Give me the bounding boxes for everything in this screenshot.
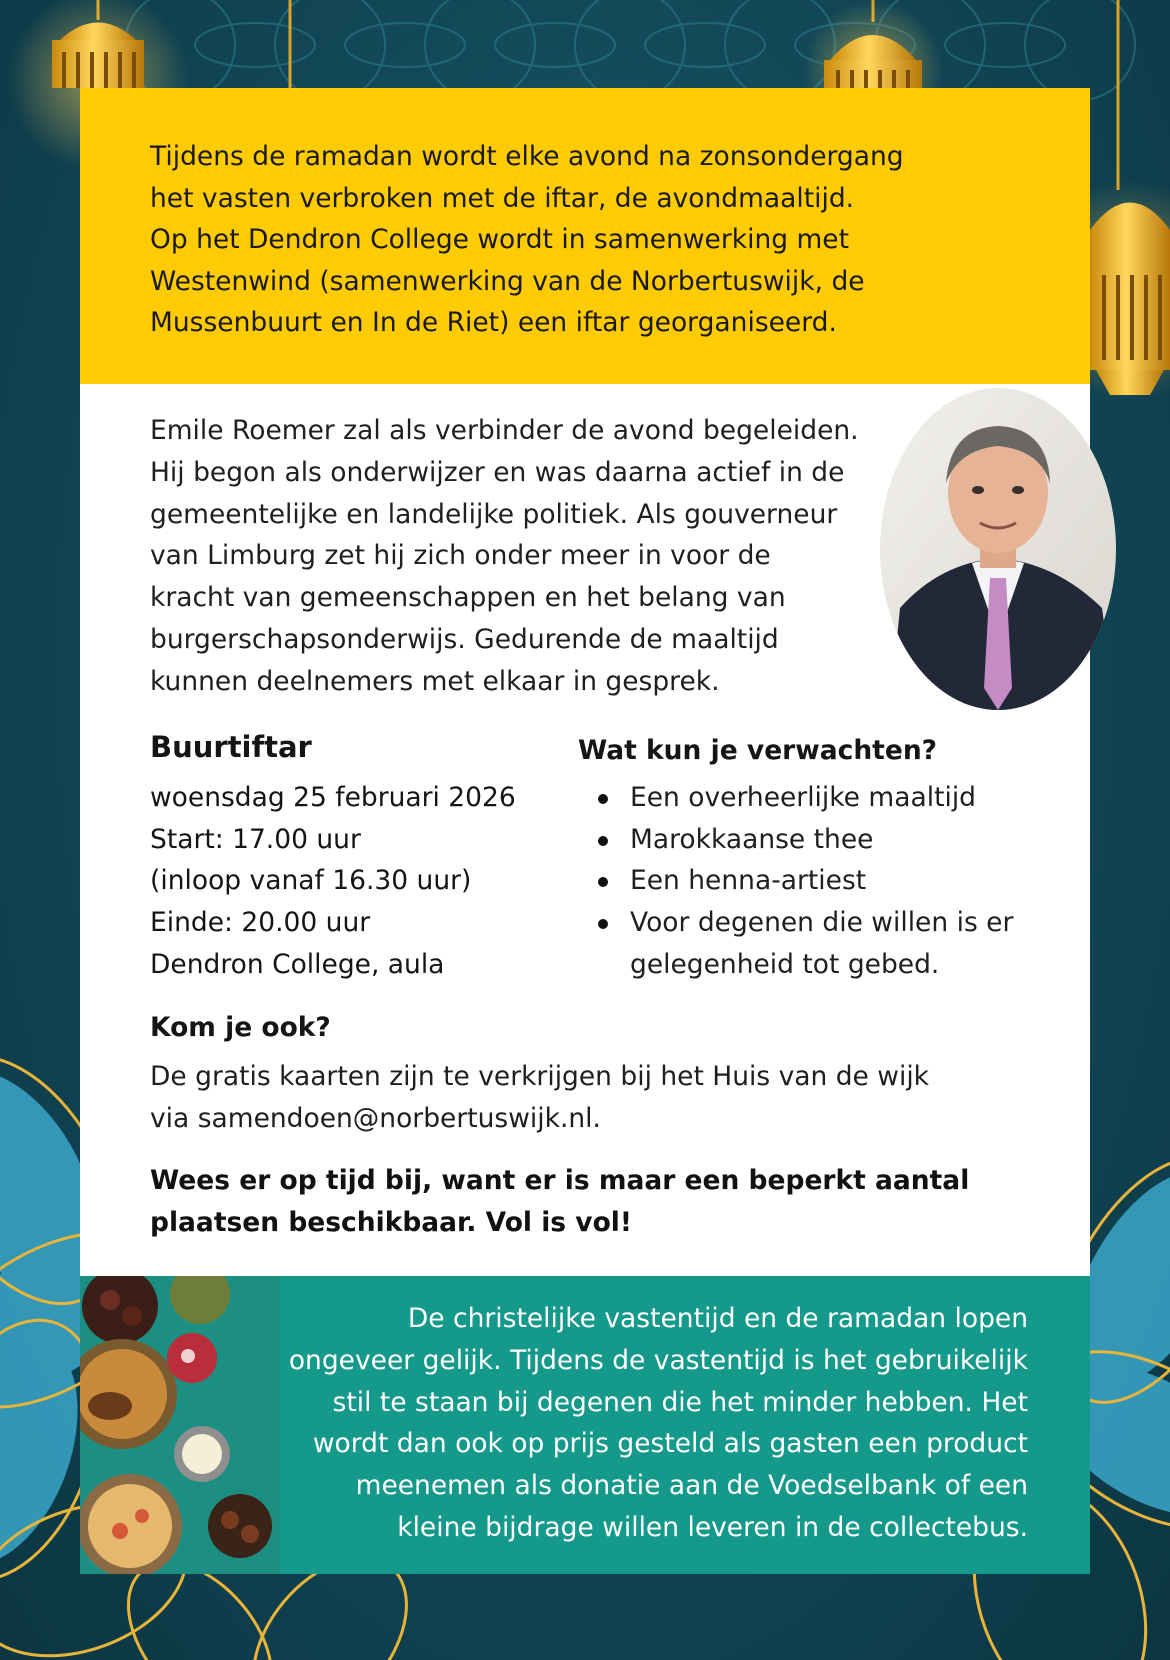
join-text: De gratis kaarten zijn te verkrijgen bij het Huis van de wijk via samendoen@norbertuswijk.nl. xyxy=(150,1060,930,1134)
list-item: Marokkaanse thee xyxy=(578,819,1048,861)
event-end: Einde: 20.00 uur xyxy=(150,907,371,939)
bio-text: Emile Roemer zal als verbinder de avond begeleiden. Hij begon als onderwijzer en was daarna actief in de gemeentelijke en landelijke politiek. Als gouverneur van Limburg zet hij zich onder meer in voor de kracht van gemeenschappen en het belang van burgerschapsonderwijs. Gedurende de maaltijd kunnen deelnemers met elkaar in gesprek. xyxy=(150,415,859,697)
footer-panel xyxy=(80,1276,1090,1574)
event-details xyxy=(150,730,570,986)
bullet-icon xyxy=(598,794,608,804)
pattern-ornament xyxy=(125,0,1135,100)
list-item: Een overheerlijke maaltijd xyxy=(578,777,1048,819)
warning-text: Wees er op tijd bij, want er is maar een beperkt aantal plaatsen beschikbaar. Vol is vol! xyxy=(150,1165,970,1238)
event-heading: Buurtiftar xyxy=(150,730,312,764)
bullet-icon xyxy=(598,919,608,929)
list-item: Een henna-artiest xyxy=(578,860,1048,902)
event-location: Dendron College, aula xyxy=(150,948,445,980)
intro-panel xyxy=(80,88,1090,384)
event-date: woensdag 25 februari 2026 xyxy=(150,781,516,813)
bullet-icon xyxy=(598,836,608,846)
join-section xyxy=(150,1012,1010,1139)
footer-text: De christelijke vastentijd en de ramadan lopen ongeveer gelijk. Tijdens de vastentijd is het gebruikelijk stil te staan bij degenen die het minder hebben. Het wordt dan ook op prijs gesteld als gasten een product meenemen als donatie aan de Voedselbank of een kleine bijdrage willen leveren in de collectebus. xyxy=(288,1303,1028,1543)
bullet-icon xyxy=(598,877,608,887)
join-heading: Kom je ook? xyxy=(150,1012,331,1043)
expectations xyxy=(578,735,1048,986)
event-walk-in: (inloop vanaf 16.30 uur) xyxy=(150,865,472,897)
flyer-card xyxy=(80,88,1090,1574)
expect-list xyxy=(578,777,1048,986)
event-start: Start: 17.00 uur xyxy=(150,823,361,855)
expect-heading: Wat kun je verwachten? xyxy=(578,735,938,766)
list-item: Voor degenen die willen is er gelegenheid tot gebed. xyxy=(578,902,1048,986)
portrait-photo xyxy=(880,388,1116,710)
intro-text: Tijdens de ramadan wordt elke avond na zonsondergang het vasten verbroken met de iftar, de avondmaaltijd. Op het Dendron College wordt in samenwerking met Westenwind (samenwerking van de Norbertuswijk, de Mussenbuurt en In de Riet) een iftar georganiseerd. xyxy=(150,141,904,338)
